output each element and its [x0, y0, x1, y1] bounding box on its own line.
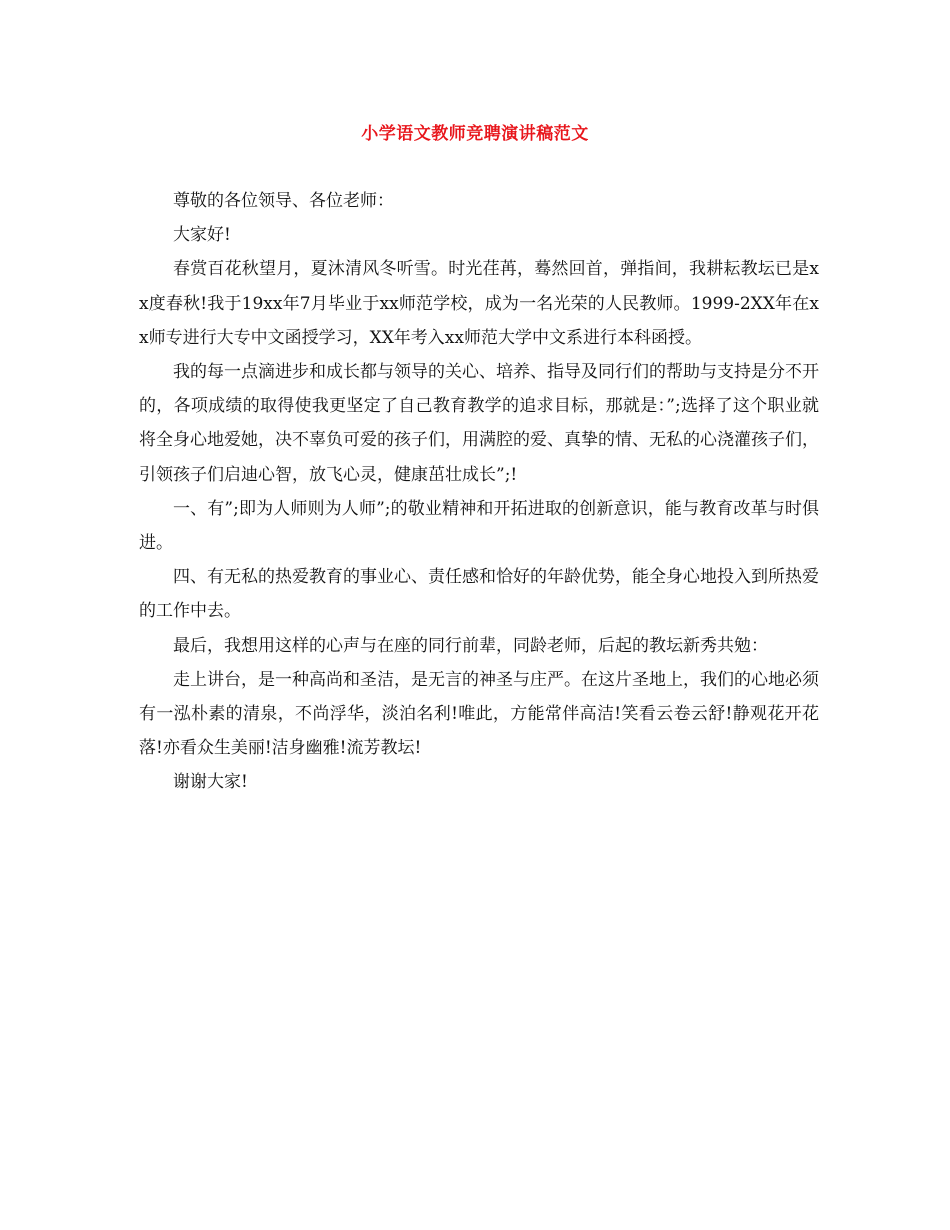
- paragraph-closing-verse: 走上讲台，是一种高尚和圣洁，是无言的神圣与庄严。在这片圣地上，我们的心地必须有一泓朴素的清泉，不尚浮华，淡泊名利!唯此，方能常伴高洁!笑看云卷云舒!静观花开花落!亦看众生美丽!洁身幽雅!流芳教坛!: [139, 669, 819, 759]
- paragraph-salutation: 尊敬的各位领导、各位老师：: [173, 191, 394, 211]
- paragraph-growth: 我的每一点滴进步和成长都与领导的关心、培养、指导及同行们的帮助与支持是分不开的，各项成绩的取得使我更坚定了自己教育教学的追求目标，那就是：”;选择了这个职业就将全身心地爱她，决不辜负可爱的孩子们，用满腔的爱、真挚的情、无私的心浇灌孩子们，引领孩子们启迪心智，放飞心灵，健康茁壮成长”;!: [139, 362, 819, 485]
- paragraph-thanks: 谢谢大家!: [173, 772, 248, 793]
- paragraph-closing-intro: 最后，我想用这样的心声与在座的同行前辈，同龄老师，后起的教坛新秀共勉：: [173, 635, 768, 656]
- paragraph-point-one: 一、有”;即为人师则为人师”;的敬业精神和开拓进取的创新意识，能与教育改革与时俱进。: [139, 498, 819, 554]
- paragraph-point-four: 四、有无私的热爱教育的事业心、责任感和恰好的年龄优势，能全身心地投入到所热爱的工作中去。: [139, 567, 819, 622]
- document-title: 小学语文教师竞聘演讲稿范文: [361, 124, 589, 144]
- document-body: [139, 184, 819, 800]
- paragraph-greeting: 大家好!: [173, 225, 231, 246]
- paragraph-career: 春赏百花秋望月，夏沐清风冬听雪。时光荏苒，蓦然回首，弹指间，我耕耘教坛已是xx度春秋!我于19xx年7月毕业于xx师范学校，成为一名光荣的人民教师。1999-2XX年在xx师专进行大专中文函授学习，XX年考入xx师范大学中文系进行本科函授。: [139, 259, 819, 348]
